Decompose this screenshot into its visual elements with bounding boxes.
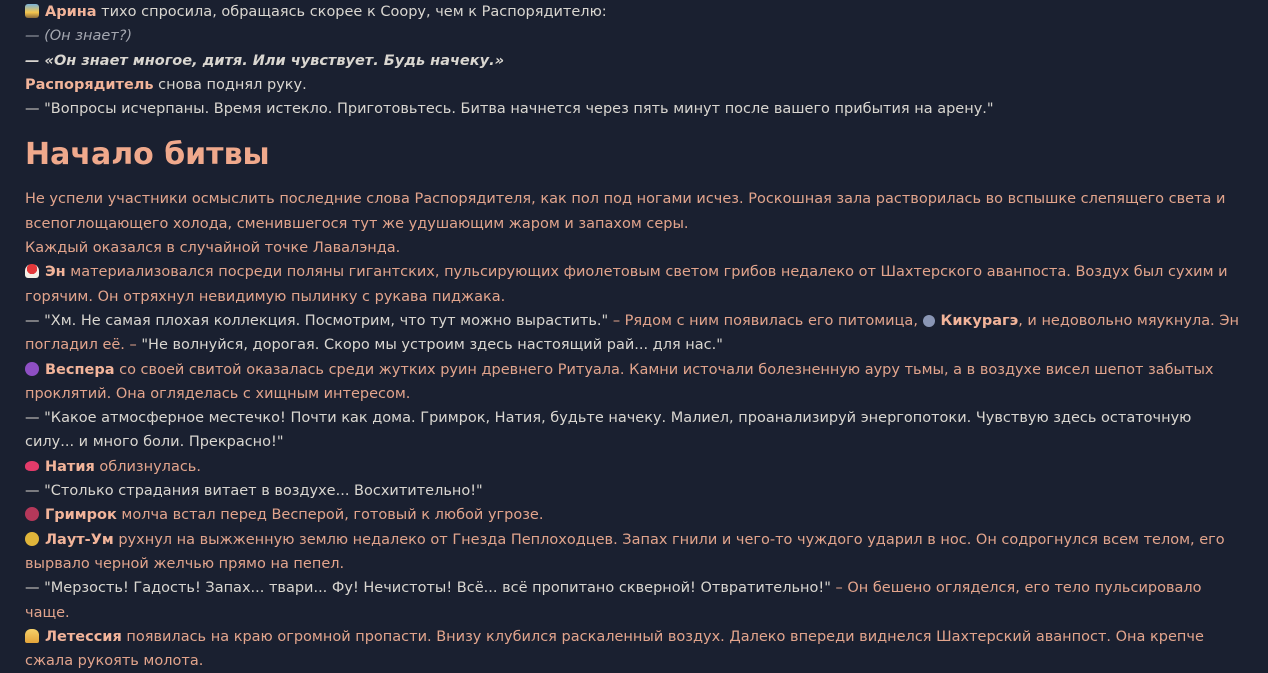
quote-text: — "Мерзость! Гадость! Запах... твари... Фу! Нечистоты! Всё... всё пропитано скверной! Отвратительно!": [25, 580, 831, 597]
paragraph-natia-quote: [25, 479, 1240, 503]
character-name: Натия: [45, 458, 95, 475]
narration-text: тихо спросила, обращаясь скорее к Соору, чем к Распорядителю:: [96, 4, 607, 20]
paragraph-vespera-quote: [25, 406, 1240, 455]
quote-text: "Не волнуйся, дорогая. Скоро мы устроим здесь настоящий рай... для нас.": [141, 337, 723, 354]
character-name: Эн: [45, 264, 66, 281]
narration-text: снова поднял руку.: [153, 76, 307, 93]
mushroom-icon: [25, 264, 39, 278]
dash: —: [25, 28, 45, 45]
narration-text: – Рядом с ним появилась его питомица,: [608, 312, 923, 329]
narration-text: молча встал перед Весперой, готовый к любой угрозе.: [116, 507, 544, 524]
intro-line-arina: [25, 0, 1240, 24]
quote-text: — "Столько страдания витает в воздухе... Восхитительно!": [25, 483, 483, 500]
quote-text: — "Какое атмосферное местечко! Почти как дома. Гримрок, Натия, будьте начеку. Малиел, проанализируй энергопотоки. Чувствую здесь остаточную силу... и много боли. Прекрасно!": [25, 410, 1192, 451]
narration-text: рухнул на выжженную землю недалеко от Гнезда Пеплоходцев. Запах гнили и чего-то чуждого ударил в нос. Он содрогнулся всем телом, его вырвало черной желчью прямо на пепел.: [25, 531, 1225, 572]
paragraph-natia: [25, 455, 1240, 479]
reply-text: — «Он знает многое, дитя. Или чувствует. Будь начеку.»: [25, 52, 504, 69]
paragraph-vespera: [25, 358, 1240, 407]
dizzy-face-icon: [25, 532, 39, 546]
section-heading: Начало битвы: [25, 137, 270, 173]
character-name: Распорядитель: [25, 76, 154, 93]
narration-text: со своей свитой оказалась среди жутких руин древнего Ритуала. Камни источали болезненную ауру тьмы, а в воздухе висел шепот забытых проклятий. Она огляделась с хищным интересом.: [25, 361, 1214, 402]
paragraph-grimrok: [25, 503, 1240, 527]
paw-icon: [923, 315, 935, 327]
intro-line-reply: [25, 49, 1240, 73]
section-body: [25, 187, 1240, 673]
paragraph-lavaland: Каждый оказался в случайной точке Лавалэнда.: [25, 240, 401, 257]
pet-name: Кикурагэ: [940, 312, 1019, 329]
praying-hands-icon: [25, 629, 39, 643]
paragraph-intro: Не успели участники осмыслить последние слова Распорядителя, как пол под ногами исчез. Роскошная зала растворилась во вспышке слепящего света и всепоглощающего холода, сменившегося тут же удушающим жаром и запахом серы.: [25, 191, 1226, 232]
intro-line-thought: [25, 24, 1240, 48]
character-name: Арина: [45, 4, 97, 20]
character-name: Веспера: [45, 361, 115, 378]
intro-line-quote: [25, 97, 1240, 121]
paragraph-laut: [25, 528, 1240, 577]
quote-text: — "Вопросы исчерпаны. Время истекло. Приготовьтесь. Битва начнется через пять минут после вашего прибытия на арену.": [25, 101, 994, 118]
paragraph-laut-quote: [25, 576, 1240, 625]
intro-line-raspor: [25, 73, 1240, 97]
paragraph-letessia: [25, 625, 1240, 673]
paragraph-en-quote: [25, 309, 1240, 358]
narration-text: – Он бешено огляделся, его тело пульсировало чаще.: [25, 580, 1202, 621]
paragraph-en: [25, 260, 1240, 309]
character-name: Лаут-Ум: [45, 531, 114, 548]
narration-text: появилась на краю огромной пропасти. Внизу клубился раскаленный воздух. Далеко впереди виднелся Шахтерский аванпост. Она крепче сжала рукоять молота.: [25, 628, 1204, 670]
chat-message-content: [25, 0, 1240, 673]
narration-text: облизнулась.: [94, 458, 201, 475]
woman-technologist-icon: [25, 4, 39, 18]
lips-icon: [25, 461, 39, 471]
thought-text: (Он знает?): [44, 28, 133, 45]
narration-text: , и недовольно мяукнула. Эн погладил её. –: [25, 312, 1239, 354]
character-name: Гримрок: [45, 507, 117, 524]
angry-devil-icon: [25, 507, 39, 521]
character-name: Летессия: [45, 628, 122, 645]
smiling-devil-icon: [25, 362, 39, 376]
narration-text: материализовался посреди поляны гигантских, пульсирующих фиолетовым светом грибов недалеко от Шахтерского аванпоста. Воздух был сухим и горячим. Он отряхнул невидимую пылинку с рукава пиджака.: [25, 264, 1228, 305]
quote-text: — "Хм. Не самая плохая коллекция. Посмотрим, что тут можно вырастить.": [25, 312, 609, 329]
